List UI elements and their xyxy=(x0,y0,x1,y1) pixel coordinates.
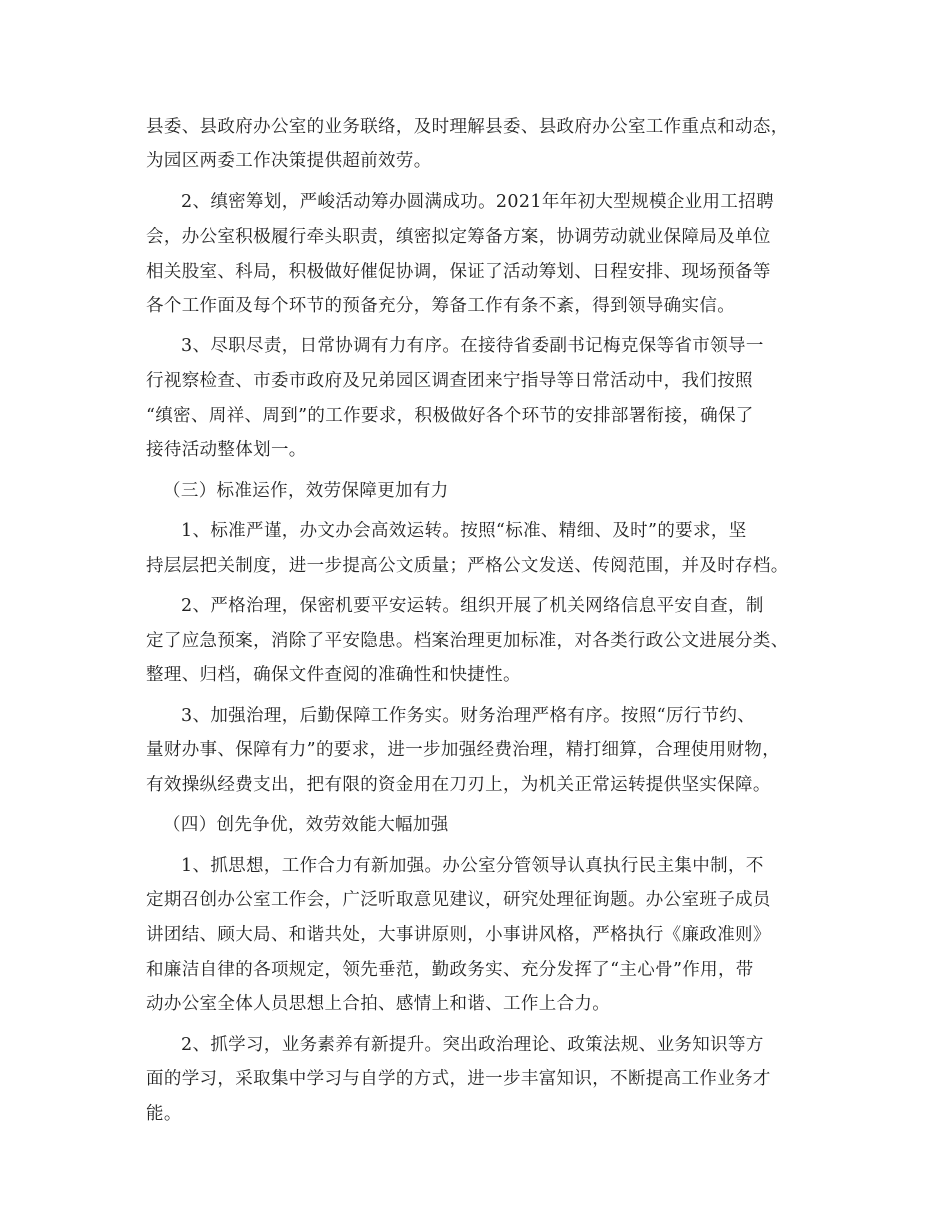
text-line: 定期召创办公室工作会，广泛听取意见建议，研究处理征询题。办公室班子成员 xyxy=(146,890,771,910)
section-heading: （三）标准运作，效劳保障更加有力 xyxy=(163,481,449,501)
text-line: 为园区两委工作决策提供超前效劳。 xyxy=(146,151,432,171)
text-line: 面的学习，采取集中学习与自学的方式，进一步丰富知识，不断提高工作业务才 xyxy=(146,1069,771,1089)
text-line: 动办公室全体人员思想上合拍、感情上和谐、工作上合力。 xyxy=(146,994,611,1014)
text-line: 相关股室、科局，积极做好催促协调，保证了活动筹划、日程安排、现场预备等 xyxy=(146,262,771,282)
text-line: 有效操纵经费支出，把有限的资金用在刀刃上，为机关正常运转提供坚实保障。 xyxy=(146,775,771,795)
text-line: 1、抓思想，工作合力有新加强。办公室分管领导认真执行民主集中制，不 xyxy=(181,856,764,876)
text-line: “缜密、周祥、周到”的工作要求，积极做好各个环节的安排部署衔接，确保了 xyxy=(146,406,754,426)
text-line: 县委、县政府办公室的业务联络，及时理解县委、县政府办公室工作重点和动态， xyxy=(146,117,789,137)
text-line: 会，办公室积极履行牵头职责，缜密拟定筹备方案，协调劳动就业保障局及单位 xyxy=(146,227,771,247)
text-line: 2、抓学习，业务素养有新提升。突出政治理论、政策法规、业务知识等方 xyxy=(181,1035,764,1055)
text-line: 持层层把关制度，进一步提高公文质量；严格公文发送、传阅范围，并及时存档。 xyxy=(146,556,789,576)
text-line: 讲团结、顾大局、和谐共处，大事讲原则，小事讲风格，严格执行《廉政准则》 xyxy=(146,925,771,945)
text-line: 行视察检查、市委市政府及兄弟园区调查团来宁指导等日常活动中，我们按照 xyxy=(146,371,753,391)
text-line: 3、加强治理，后勤保障工作务实。财务治理严格有序。按照“厉行节约、 xyxy=(181,706,756,726)
text-line: 能。 xyxy=(146,1104,182,1124)
text-line: 定了应急预案，消除了平安隐患。档案治理更加标准，对各类行政公文进展分类、 xyxy=(146,631,789,651)
text-line: 2、缜密筹划，严峻活动筹办圆满成功。2021年年初大型规模企业用工招聘 xyxy=(181,192,774,212)
text-line: 3、尽职尽责，日常协调有力有序。在接待省委副书记梅克保等省市领导一 xyxy=(181,336,764,356)
text-line: 接待活动整体划一。 xyxy=(146,440,307,460)
text-line: 和廉洁自律的各项规定，领先垂范，勤政务实、充分发挥了“主心骨”作用，带 xyxy=(146,960,754,980)
section-heading: （四）创先争优，效劳效能大幅加强 xyxy=(163,815,449,835)
text-line: 1、标准严谨，办文办会高效运转。按照“标准、精细、及时”的要求，坚 xyxy=(181,521,747,541)
text-line: 整理、归档，确保文件查阅的准确性和快捷性。 xyxy=(146,665,521,685)
text-line: 各个工作面及每个环节的预备充分，筹备工作有条不紊，得到领导确实信。 xyxy=(146,296,736,316)
text-line: 2、严格治理，保密机要平安运转。组织开展了机关网络信息平安自查，制 xyxy=(181,596,764,616)
text-line: 量财办事、保障有力”的要求，进一步加强经费治理，精打细算，合理使用财物， xyxy=(146,740,781,760)
